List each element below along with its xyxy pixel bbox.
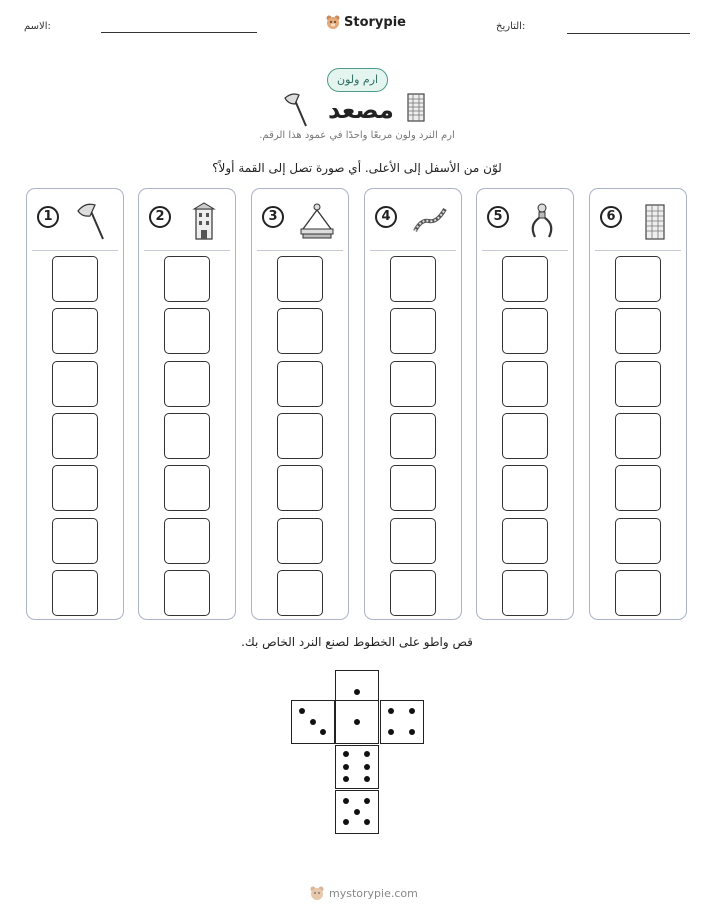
- color-box[interactable]: [615, 308, 661, 354]
- skyscraper-icon: [636, 201, 674, 241]
- color-box[interactable]: [615, 413, 661, 459]
- date-line[interactable]: [567, 33, 690, 34]
- dice-pip: [320, 729, 326, 735]
- color-box[interactable]: [502, 361, 548, 407]
- color-box[interactable]: [164, 256, 210, 302]
- dice-pip: [299, 708, 305, 714]
- footer: [309, 885, 418, 901]
- dice-instruction: قص واطو على الخطوط لصنع النرد الخاص بك.: [241, 635, 473, 649]
- color-box[interactable]: [277, 361, 323, 407]
- color-box[interactable]: [52, 361, 98, 407]
- dice-pip: [343, 798, 349, 804]
- column-number: 4: [375, 206, 397, 228]
- dice-pip: [310, 719, 316, 725]
- color-box[interactable]: [615, 518, 661, 564]
- color-box[interactable]: [277, 465, 323, 511]
- dice-pip: [343, 776, 349, 782]
- dice-pip: [409, 708, 415, 714]
- axe-icon: [73, 201, 111, 241]
- dice-pip: [343, 751, 349, 757]
- color-box[interactable]: [502, 256, 548, 302]
- color-box[interactable]: [615, 361, 661, 407]
- color-box[interactable]: [390, 361, 436, 407]
- color-box[interactable]: [164, 570, 210, 616]
- color-box[interactable]: [277, 256, 323, 302]
- rope-icon: [411, 201, 449, 241]
- color-box[interactable]: [615, 256, 661, 302]
- color-box[interactable]: [52, 518, 98, 564]
- dice-face-6: [335, 745, 379, 789]
- column-5: [476, 188, 574, 620]
- dice-pip: [343, 764, 349, 770]
- color-box[interactable]: [502, 518, 548, 564]
- footer-url[interactable]: mystorypie.com: [329, 886, 418, 900]
- color-box[interactable]: [164, 361, 210, 407]
- column-4: [364, 188, 462, 620]
- color-box[interactable]: [52, 308, 98, 354]
- axe-icon: [282, 92, 310, 128]
- brand-logo: [325, 14, 406, 30]
- column-number: 5: [487, 206, 509, 228]
- activity-badge: ارم ولون: [327, 68, 388, 92]
- color-box[interactable]: [502, 308, 548, 354]
- color-box[interactable]: [390, 570, 436, 616]
- column-divider: [144, 250, 230, 251]
- dice-pip: [354, 809, 360, 815]
- name-label: الاسم:: [24, 21, 51, 32]
- color-box[interactable]: [277, 518, 323, 564]
- column-number: 6: [600, 206, 622, 228]
- skyscraper-icon: [406, 92, 426, 122]
- column-divider: [370, 250, 456, 251]
- crane-claw-icon: [523, 201, 561, 241]
- color-box[interactable]: [502, 413, 548, 459]
- dice-pip: [364, 819, 370, 825]
- color-box[interactable]: [390, 465, 436, 511]
- dice-pip: [364, 764, 370, 770]
- dice-pip: [409, 729, 415, 735]
- dice-pip: [364, 776, 370, 782]
- dice-pip: [343, 819, 349, 825]
- dice-pip: [354, 689, 360, 695]
- color-box[interactable]: [164, 465, 210, 511]
- column-3: [251, 188, 349, 620]
- question: لوّن من الأسفل إلى الأعلى. أي صورة تصل إلى القمة أولاً؟: [212, 161, 502, 175]
- color-box[interactable]: [52, 570, 98, 616]
- brand-name: Storypie: [344, 14, 406, 30]
- dice-face-4: [380, 700, 424, 744]
- color-box[interactable]: [390, 413, 436, 459]
- color-box[interactable]: [502, 570, 548, 616]
- color-box[interactable]: [277, 413, 323, 459]
- dice-pip: [354, 719, 360, 725]
- bear-logo-icon: [309, 885, 325, 901]
- color-box[interactable]: [52, 465, 98, 511]
- color-box[interactable]: [277, 308, 323, 354]
- tower-icon: [185, 201, 223, 241]
- color-box[interactable]: [277, 570, 323, 616]
- page-title: مصعد: [328, 96, 394, 124]
- column-divider: [595, 250, 681, 251]
- column-divider: [32, 250, 118, 251]
- color-box[interactable]: [164, 518, 210, 564]
- dice-face-5: [335, 790, 379, 834]
- color-box[interactable]: [615, 465, 661, 511]
- color-box[interactable]: [390, 256, 436, 302]
- dice-pip: [364, 751, 370, 757]
- date-label: التاريخ:: [496, 21, 526, 32]
- color-box[interactable]: [615, 570, 661, 616]
- column-number: 1: [37, 206, 59, 228]
- column-divider: [482, 250, 568, 251]
- dice-pip: [388, 708, 394, 714]
- color-box[interactable]: [390, 308, 436, 354]
- subtitle: ارم النرد ولون مربعًا واحدًا في عمود هذا الرقم.: [259, 130, 455, 141]
- name-line[interactable]: [101, 32, 257, 33]
- column-number: 2: [149, 206, 171, 228]
- dice-pip: [388, 729, 394, 735]
- color-box[interactable]: [164, 413, 210, 459]
- color-box[interactable]: [164, 308, 210, 354]
- color-box[interactable]: [52, 256, 98, 302]
- color-box[interactable]: [390, 518, 436, 564]
- bear-logo-icon: [325, 14, 341, 30]
- column-number: 3: [262, 206, 284, 228]
- column-6: [589, 188, 687, 620]
- column-divider: [257, 250, 343, 251]
- dice-pip: [364, 798, 370, 804]
- crane-platform-icon: [298, 201, 336, 241]
- column-1: [26, 188, 124, 620]
- dice-face-1: [335, 700, 379, 744]
- color-box[interactable]: [52, 413, 98, 459]
- column-2: [138, 188, 236, 620]
- color-box[interactable]: [502, 465, 548, 511]
- dice-face-3: [291, 700, 335, 744]
